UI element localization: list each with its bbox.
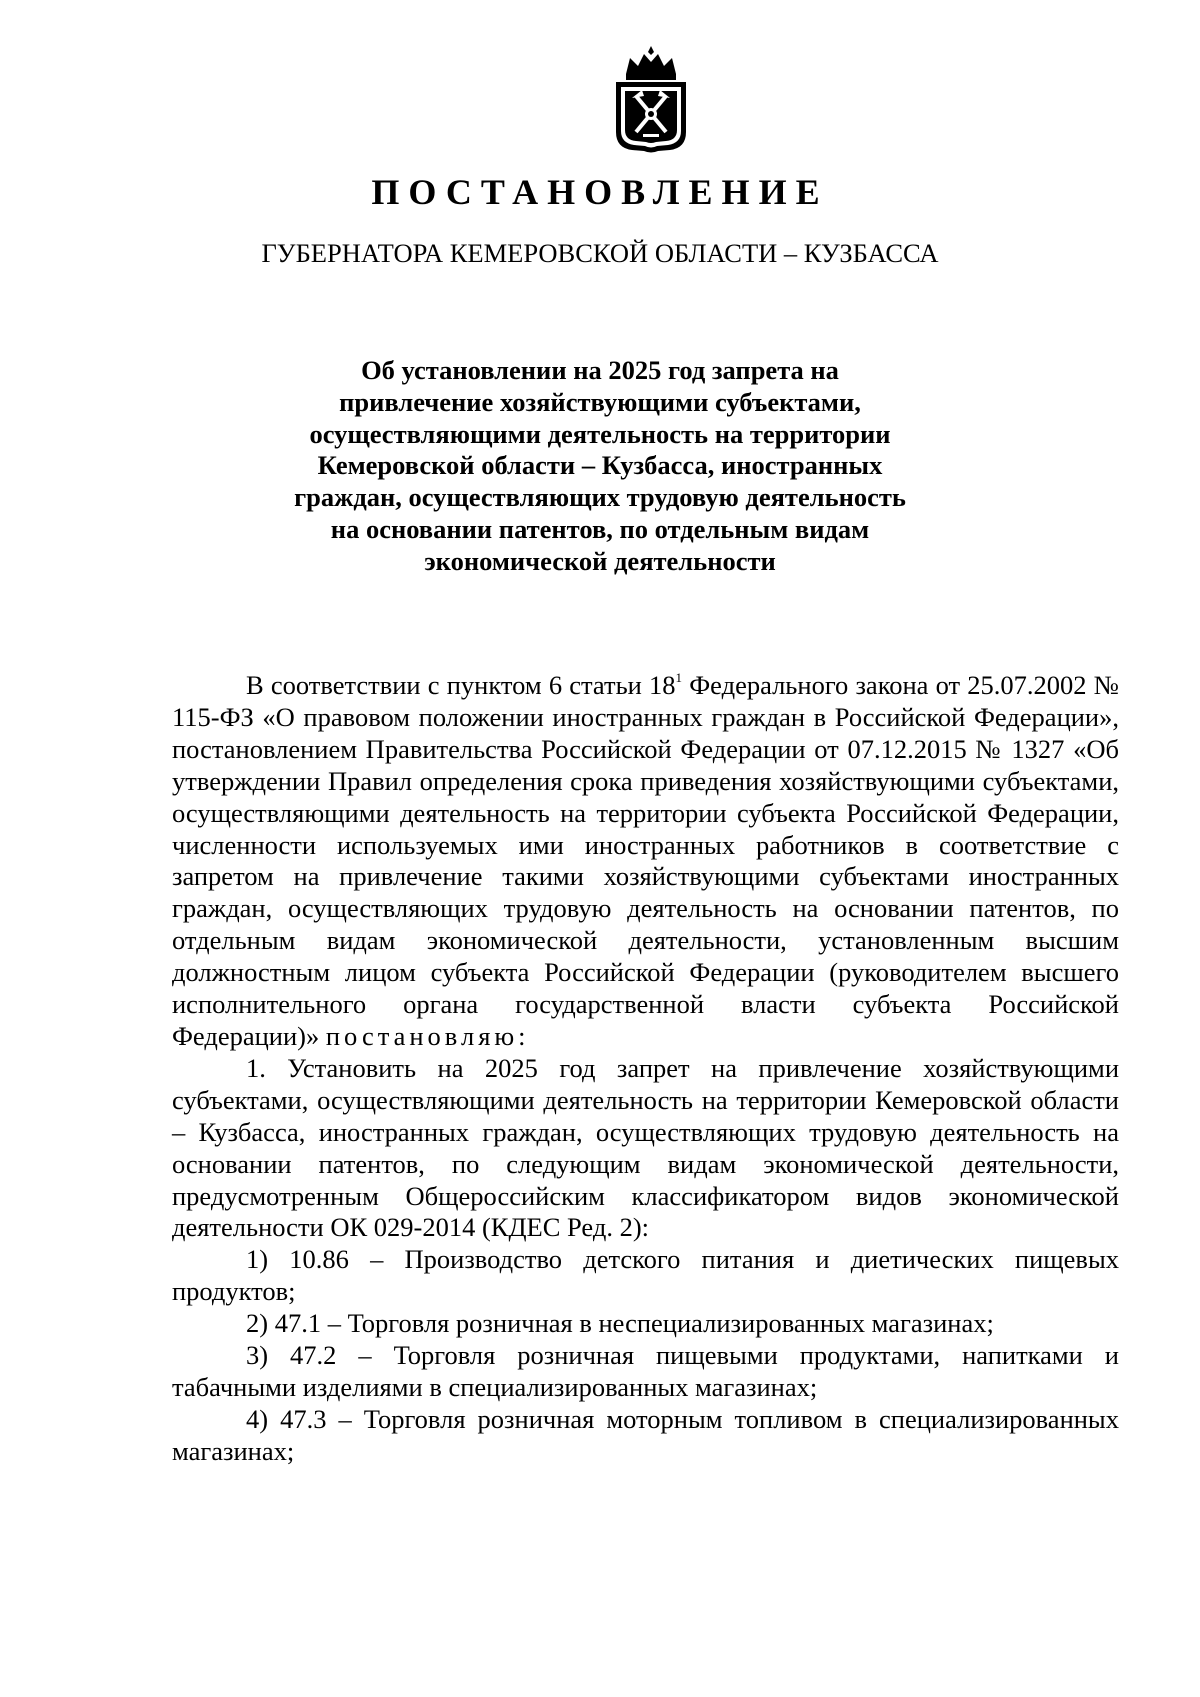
title-line: осуществляющими деятельность на территории	[309, 418, 891, 449]
issuing-authority: ГУБЕРНАТОРА КЕМЕРОВСКОЙ ОБЛАСТИ – КУЗБАССА	[261, 238, 939, 268]
preamble-paragraph	[172, 670, 1119, 1053]
list-item: 2) 47.1 – Торговля розничная в неспециализированных магазинах;	[246, 1308, 994, 1339]
list-item: 1) 10.86 – Производство детского питания и диетических пищевых продуктов;	[172, 1244, 1119, 1307]
title-line: привлечение хозяйствующими субъектами,	[339, 386, 861, 417]
list-item: 4) 47.3 – Торговля розничная моторным топливом в специализированных магазинах;	[172, 1403, 1119, 1466]
list-item: 3) 47.2 – Торговля розничная пищевыми продуктами, напитками и табачными изделиями в специализированных магазинах;	[172, 1340, 1119, 1402]
preamble-text-start: В соответствии с пунктом 6 статьи 18	[246, 670, 676, 700]
title-line: экономической деятельности	[424, 545, 776, 576]
decree-verb: постановляю:	[325, 1020, 530, 1051]
title-line: Об установлении на 2025 год запрета на	[361, 355, 839, 385]
title-line: на основании патентов, по отдельным видам	[330, 513, 870, 544]
document-title	[250, 355, 950, 578]
title-line: граждан, осуществляющих трудовую деятельность	[294, 482, 906, 513]
document-type-heading: ПОСТАНОВЛЕНИЕ	[371, 172, 829, 212]
article-superscript: 1	[675, 670, 683, 685]
coat-of-arms-icon	[610, 44, 692, 158]
preamble-text-end: Федерального закона от 25.07.2002 № 115-ФЗ «О правовом положении иностранных граждан в Российской Федерации», постановлением Правительства Российской Федерации от 07.12.2015 № 1327 «Об утверждении Правил определения срока приведения хозяйствующими субъектами, осуществляющими деятельность на территории субъекта Российской Федерации, численности используемых ими иностранных работников в соответствие с запретом на привлечение такими хозяйствующими субъектами иностранных граждан, осуществляющих трудовую деятельность на основании патентов, по отдельным видам экономической деятельности, установленным высшим должностным лицом субъекта Российской Федерации (руководителем высшего исполнительного органа государственной власти субъекта Российской Федерации)»	[172, 670, 1119, 1051]
clause-paragraph: 1. Установить на 2025 год запрет на привлечение хозяйствующими субъектами, осуществляющими деятельность на территории Кемеровской области – Кузбасса, иностранных граждан, осуществляющих трудовую деятельность на основании патентов, по следующим видам экономической деятельности, предусмотренным Общероссийским классификатором видов экономической деятельности ОК 029-2014 (КДЕС Ред. 2):	[172, 1052, 1119, 1243]
title-line: Кемеровской области – Кузбасса, иностранных	[317, 450, 883, 481]
document-body	[172, 670, 1119, 1468]
